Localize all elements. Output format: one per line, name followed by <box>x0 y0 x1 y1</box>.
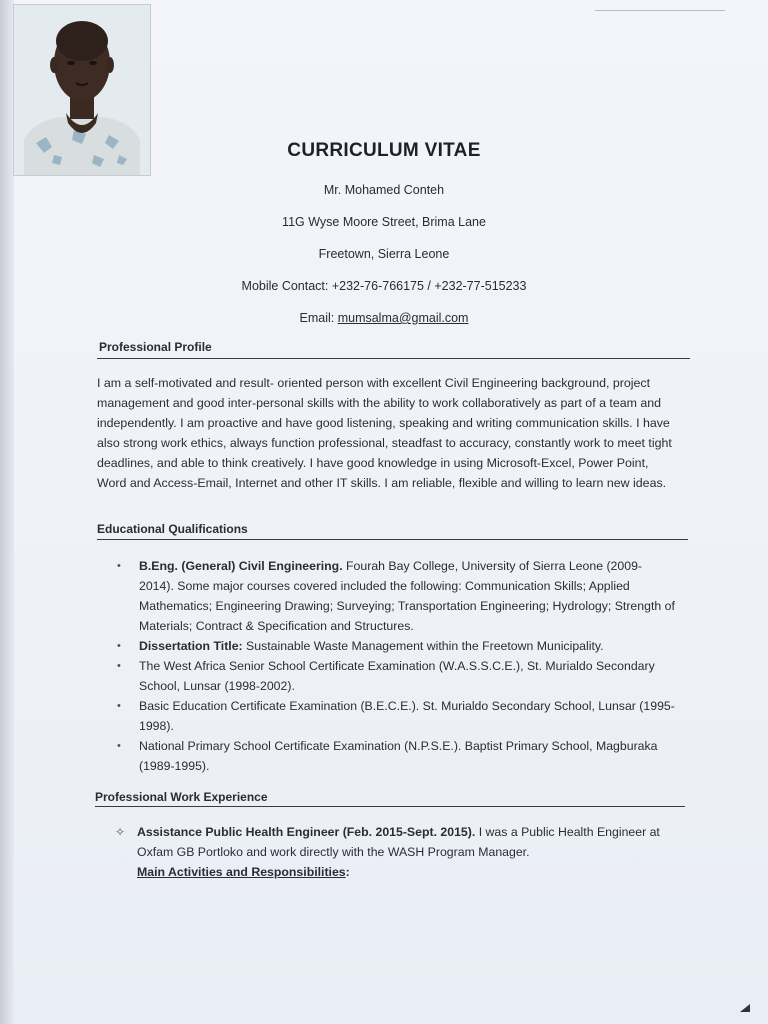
education-item-bold: B.Eng. (General) Civil Engineering. <box>139 559 343 573</box>
job-title: Assistance Public Health Engineer (Feb. 2015-Sept. 2015). <box>137 825 476 839</box>
email-link[interactable]: mumsalma@gmail.com <box>337 311 469 325</box>
page-corner-mark <box>740 1004 750 1012</box>
education-heading: Educational Qualifications <box>97 522 248 536</box>
bullet-icon: • <box>117 700 121 712</box>
profile-text: I am a self-motivated and result- oriented person with excellent Civil Engineering background, project management and good inter-personal skills with the ability to work collaboratively as part of a team and independently. I am proactive and have good listening, speaking and writing communication skills. I have also strong work ethics, always function professional, steadfast to accuracy, constantly work to meet tight deadlines, and able to think creatively. I have good knowledge in using Microsoft-Excel, Power Point, Word and Access-Email, Internet and other IT skills. I am reliable, flexible and willing to learn new ideas. <box>97 376 672 490</box>
education-item <box>115 636 675 656</box>
email-label: Email: <box>299 311 338 325</box>
education-item-bold: Dissertation Title: <box>139 639 243 653</box>
diamond-bullet-icon: ✧ <box>115 825 126 839</box>
profile-rule <box>97 358 690 359</box>
education-rule <box>97 539 688 540</box>
bullet-icon: • <box>117 740 121 752</box>
education-item-text: Sustainable Waste Management within the Freetown Municipality. <box>242 639 604 653</box>
education-list <box>115 556 675 776</box>
bullet-icon: • <box>117 560 121 572</box>
responsibilities-label: Main Activities and Responsibilities <box>137 865 346 879</box>
education-item <box>115 556 675 636</box>
education-item-text: Basic Education Certificate Examination (B.E.C.E.). St. Murialdo Secondary School, Lunsar (1995-1998). <box>139 699 675 733</box>
email-line <box>0 311 768 325</box>
job-description: I was a Public Health Engineer at Oxfam GB Portloko and work directly with the WASH Program Manager. <box>137 825 660 859</box>
candidate-name: Mr. Mohamed Conteh <box>323 183 445 197</box>
mobile-contact: Mobile Contact: +232-76-766175 / +232-77-515233 <box>241 279 527 293</box>
bullet-icon: • <box>117 640 121 652</box>
responsibilities-colon: : <box>345 865 350 879</box>
work-entry <box>115 822 675 882</box>
education-item <box>115 736 675 776</box>
education-item-text: National Primary School Certificate Examination (N.P.S.E.). Baptist Primary School, Magburaka (1989-1995). <box>139 739 658 773</box>
education-item-text: The West Africa Senior School Certificate Examination (W.A.S.S.C.E.), St. Murialdo Secondary School, Lunsar (1998-2002). <box>139 659 655 693</box>
education-item-text: Fourah Bay College, University of Sierra Leone (2009-2014). Some major courses covered included the following: Communication Skills; Applied Mathematics; Engineering Drawing; Surveying; Transportation Engineering; Hydrology; Strength of Materials; Contract & Specification and Structures. <box>139 559 675 633</box>
address-line-1: 11G Wyse Moore Street, Brima Lane <box>282 215 486 229</box>
work-rule <box>95 806 685 807</box>
scan-mark <box>595 10 725 11</box>
profile-heading: Professional Profile <box>99 340 212 354</box>
education-item <box>115 656 675 696</box>
work-heading: Professional Work Experience <box>95 790 268 804</box>
bullet-icon: • <box>117 660 121 672</box>
cv-title: CURRICULUM VITAE <box>287 140 481 161</box>
address-line-2: Freetown, Sierra Leone <box>318 247 450 261</box>
education-item <box>115 696 675 736</box>
